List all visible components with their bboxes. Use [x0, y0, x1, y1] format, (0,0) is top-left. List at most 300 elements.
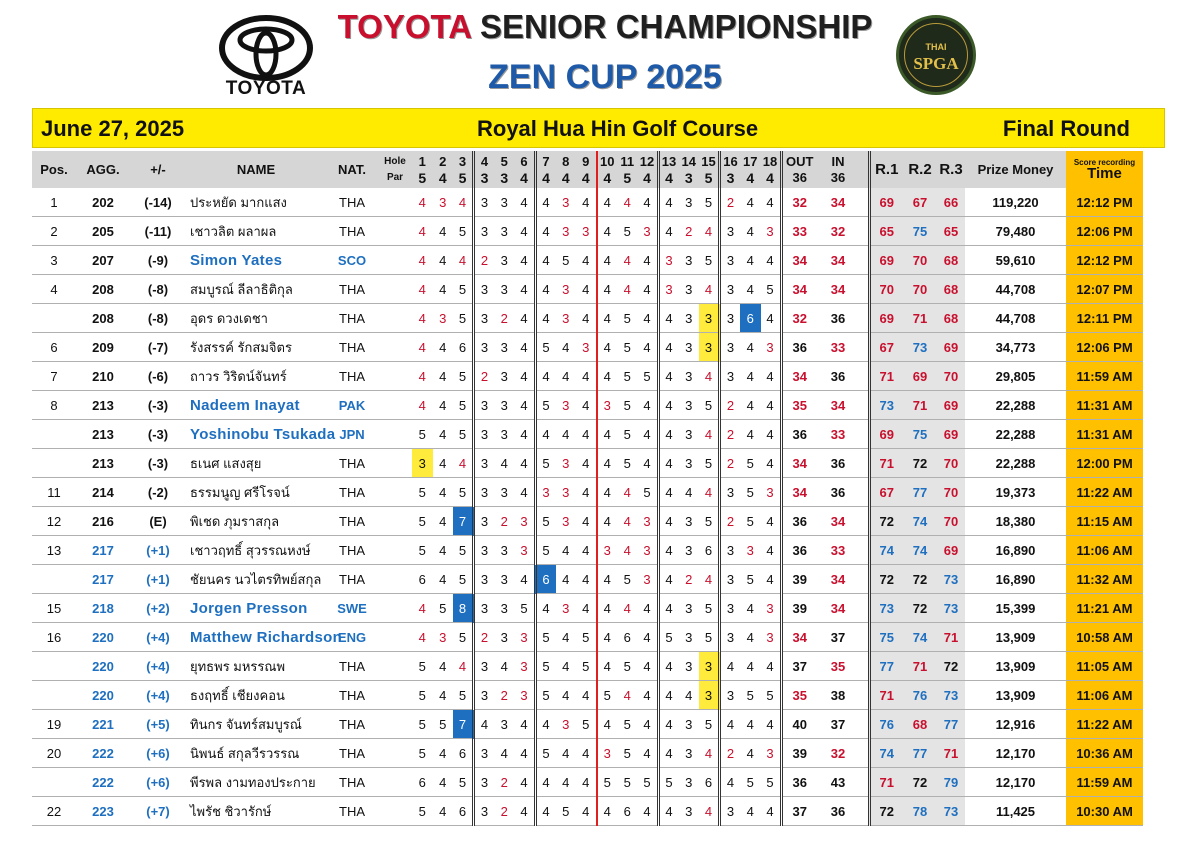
hole-score: 4 — [562, 687, 570, 703]
table-row[interactable] — [32, 246, 1143, 275]
nationality: SCO — [337, 252, 367, 268]
hole-score: 4 — [582, 252, 590, 268]
hole-score: 4 — [766, 194, 774, 210]
score-spacer — [859, 797, 869, 826]
in-score: 34 — [830, 513, 846, 529]
round-r1: 76 — [869, 710, 903, 739]
hole-score: 5 — [418, 542, 426, 558]
hole-score: 3 — [562, 600, 570, 616]
hole-score: 5 — [704, 716, 713, 732]
plus-minus: (+4) — [146, 687, 170, 703]
hole-score: 5 — [418, 716, 426, 732]
hole-score: 5 — [623, 223, 631, 239]
position: 22 — [46, 803, 62, 819]
hole-score: 4 — [439, 368, 447, 384]
hole-score: 4 — [766, 426, 774, 442]
hole-score: 3 — [685, 455, 693, 471]
hole-score: 7 — [453, 507, 474, 536]
hole-score: 4 — [535, 275, 556, 304]
hole-score: 4 — [520, 397, 528, 413]
prize-money: 13,909 — [995, 629, 1036, 645]
hole-score: 3 — [766, 223, 774, 239]
hole-score: 6 — [704, 774, 713, 790]
hole-score: 5 — [458, 426, 467, 442]
hole-score: 4 — [643, 426, 651, 442]
hole-score: 4 — [658, 333, 679, 362]
hole-score: 2 — [720, 739, 741, 768]
table-row[interactable] — [32, 652, 1143, 681]
hole-score: 4 — [439, 658, 447, 674]
event-subtitle: ZEN CUP 2025 — [488, 58, 722, 96]
hole-score: 5 — [766, 687, 774, 703]
hole-score: 4 — [562, 426, 570, 442]
out-score: 33 — [781, 217, 817, 246]
hole-score: 3 — [500, 223, 508, 239]
plus-minus: (-6) — [147, 368, 169, 384]
hole-score: 3 — [720, 478, 741, 507]
hole-score: 3 — [439, 310, 447, 326]
hole-par: 3 — [726, 169, 735, 186]
out-score: 32 — [781, 304, 817, 333]
table-row[interactable] — [32, 797, 1143, 826]
plus-minus: (+6) — [146, 774, 170, 790]
round-r2: 70 — [903, 275, 937, 304]
hole-score: 4 — [520, 223, 528, 239]
hole-score: 5 — [623, 397, 631, 413]
hole-score: 5 — [439, 716, 447, 732]
hole-score: 2 — [685, 223, 693, 239]
table-row[interactable] — [32, 710, 1143, 739]
hole-par: 4 — [665, 169, 673, 186]
hole-score: 3 — [720, 623, 741, 652]
position: 20 — [46, 745, 62, 761]
hole-score: 4 — [766, 455, 774, 471]
hole-score: 4 — [418, 339, 426, 355]
hole-score: 3 — [643, 513, 651, 529]
hole-score: 3 — [720, 797, 741, 826]
round-r1: 67 — [869, 333, 903, 362]
round-r2: 69 — [903, 362, 937, 391]
table-row[interactable] — [32, 275, 1143, 304]
player-name: ธเนศ แสงสุย — [190, 455, 262, 471]
position — [32, 681, 76, 710]
par-spacer — [378, 391, 412, 420]
hole-score: 4 — [597, 188, 618, 217]
col-hole-18 — [761, 151, 782, 188]
in-score: 36 — [830, 368, 846, 384]
hole-score: 4 — [439, 745, 447, 761]
hole-score: 4 — [746, 281, 754, 297]
recording-time: 12:06 PM — [1066, 333, 1143, 362]
hole-score: 4 — [582, 397, 590, 413]
col-name: NAME — [186, 151, 326, 188]
hole-score: 4 — [582, 513, 590, 529]
hole-score: 4 — [746, 223, 754, 239]
hole-score: 4 — [439, 397, 447, 413]
hole-number: 7 — [542, 153, 550, 169]
spga-logo — [896, 15, 976, 95]
col-spacer — [859, 151, 869, 188]
nationality: THA — [339, 745, 365, 761]
position: 2 — [50, 223, 58, 239]
table-row[interactable] — [32, 623, 1143, 652]
aggregate-score: 218 — [92, 600, 114, 616]
hole-score: 4 — [582, 455, 590, 471]
in-score: 32 — [830, 223, 846, 239]
table-row[interactable] — [32, 594, 1143, 623]
round-r3: 70 — [937, 362, 965, 391]
hole-score: 4 — [643, 194, 651, 210]
hole-score: 4 — [562, 339, 570, 355]
player-name: Matthew Richardson — [190, 628, 343, 646]
time-label-top: Score recording — [1073, 158, 1136, 167]
hole-score: 5 — [418, 803, 426, 819]
hole-score: 3 — [685, 397, 693, 413]
prize-money: 16,890 — [995, 571, 1036, 587]
hole-score: 3 — [685, 600, 693, 616]
hole-score: 5 — [535, 449, 556, 478]
hole-score: 3 — [766, 600, 774, 616]
table-row[interactable] — [32, 739, 1143, 768]
plus-minus: (-3) — [147, 455, 169, 471]
table-row[interactable] — [32, 507, 1143, 536]
out-score: 35 — [781, 391, 817, 420]
hole-score: 4 — [418, 368, 426, 384]
round-r2: 74 — [903, 536, 937, 565]
hole-par: 3 — [500, 169, 509, 186]
par-spacer — [378, 594, 412, 623]
hole-score: 3 — [520, 658, 528, 674]
score-spacer — [859, 681, 869, 710]
hole-score: 4 — [597, 623, 618, 652]
recording-time: 11:59 AM — [1066, 768, 1143, 797]
in-score: 38 — [830, 687, 846, 703]
hole-score: 3 — [746, 542, 754, 558]
position — [32, 768, 76, 797]
hole-score: 3 — [766, 629, 774, 645]
hole-score: 4 — [623, 600, 631, 616]
par-spacer — [378, 246, 412, 275]
hole-score: 4 — [704, 484, 713, 500]
hole-score: 2 — [720, 391, 741, 420]
hole-score: 4 — [500, 745, 508, 761]
hole-score: 3 — [562, 194, 570, 210]
score-spacer — [859, 710, 869, 739]
hole-score: 3 — [474, 594, 495, 623]
hole-score: 4 — [520, 745, 528, 761]
hole-score: 3 — [685, 252, 693, 268]
plus-minus: (-8) — [147, 310, 169, 326]
hole-score: 4 — [643, 629, 651, 645]
hole-score: 3 — [520, 513, 528, 529]
round-r3: 77 — [937, 710, 965, 739]
out-score: 32 — [781, 188, 817, 217]
hole-score: 4 — [658, 362, 679, 391]
hole-score: 3 — [500, 397, 508, 413]
nationality: THA — [339, 339, 365, 355]
hole-score: 4 — [746, 803, 754, 819]
out-score: 40 — [781, 710, 817, 739]
hole-score: 3 — [474, 420, 495, 449]
hole-score: 5 — [458, 368, 467, 384]
out-score: 39 — [781, 739, 817, 768]
par-spacer — [378, 217, 412, 246]
table-row[interactable] — [32, 188, 1143, 217]
hole-score: 4 — [597, 275, 618, 304]
col-hole-3 — [453, 151, 474, 188]
hole-score: 4 — [439, 426, 447, 442]
col-hole-14 — [679, 151, 700, 188]
hole-score: 3 — [685, 513, 693, 529]
hole-score: 4 — [704, 803, 713, 819]
hole-score: 4 — [418, 600, 426, 616]
hole-score: 4 — [582, 774, 590, 790]
round-r3: 70 — [937, 507, 965, 536]
hole-score: 4 — [418, 629, 426, 645]
hole-score: 5 — [766, 281, 774, 297]
hole-score: 4 — [746, 252, 754, 268]
nationality: SWE — [337, 600, 367, 616]
hole-score: 3 — [474, 333, 495, 362]
round-r1: 75 — [869, 623, 903, 652]
round-r3: 71 — [937, 739, 965, 768]
hole-score: 6 — [704, 542, 713, 558]
hole-score: 2 — [500, 513, 508, 529]
table-row[interactable] — [32, 536, 1143, 565]
table-row[interactable] — [32, 449, 1143, 478]
hole-score: 5 — [704, 194, 713, 210]
player-name: Nadeem Inayat — [190, 396, 300, 414]
hole-score: 3 — [685, 803, 693, 819]
prize-money: 59,610 — [995, 252, 1036, 268]
round-r3: 65 — [937, 217, 965, 246]
position: 6 — [50, 339, 58, 355]
round-r1: 71 — [869, 449, 903, 478]
out-score: 34 — [781, 275, 817, 304]
hole-score: 4 — [643, 600, 651, 616]
col-out — [781, 151, 817, 188]
player-name: Jorgen Presson — [190, 599, 308, 617]
hole-score: 4 — [658, 304, 679, 333]
prize-money: 12,170 — [995, 745, 1036, 761]
nationality: THA — [339, 281, 365, 297]
hole-score: 3 — [562, 716, 570, 732]
round-r2: 73 — [903, 333, 937, 362]
hole-score: 3 — [597, 739, 618, 768]
in-label: IN — [831, 153, 845, 169]
hole-number: 9 — [582, 153, 590, 169]
table-row[interactable] — [32, 304, 1143, 333]
nationality: THA — [339, 194, 365, 210]
table-row[interactable] — [32, 217, 1143, 246]
hole-score: 4 — [766, 803, 774, 819]
hole-score: 5 — [418, 426, 426, 442]
hole-score: 3 — [439, 629, 447, 645]
hole-score: 4 — [562, 542, 570, 558]
hole-score: 5 — [418, 687, 426, 703]
prize-money: 44,708 — [995, 310, 1036, 326]
score-spacer — [859, 304, 869, 333]
hole-score: 3 — [474, 681, 495, 710]
hole-score: 4 — [597, 420, 618, 449]
col-hole-6 — [515, 151, 536, 188]
hole-score: 4 — [439, 774, 447, 790]
hole-score: 3 — [500, 629, 508, 645]
round-r2: 74 — [903, 623, 937, 652]
out-score: 36 — [781, 507, 817, 536]
hole-score: 3 — [474, 478, 495, 507]
nationality: THA — [339, 571, 365, 587]
table-row[interactable] — [32, 565, 1143, 594]
hole-score: 4 — [439, 571, 447, 587]
hole-score: 3 — [500, 339, 508, 355]
par-spacer — [378, 333, 412, 362]
hole-score: 4 — [704, 281, 713, 297]
hole-score: 4 — [623, 513, 631, 529]
hole-score: 2 — [720, 449, 741, 478]
recording-time: 11:32 AM — [1066, 565, 1143, 594]
round-r3: 79 — [937, 768, 965, 797]
round-r2: 75 — [903, 217, 937, 246]
hole-score: 4 — [623, 281, 631, 297]
hole-score: 4 — [746, 716, 754, 732]
out-label: OUT — [786, 153, 814, 169]
hole-number: 15 — [701, 153, 716, 169]
player-name: เชาวฤทธิ์ สุวรรณหงษ์ — [190, 542, 311, 558]
recording-time: 10:36 AM — [1066, 739, 1143, 768]
position — [32, 449, 76, 478]
round-r3: 70 — [937, 449, 965, 478]
hole-score: 5 — [623, 310, 631, 326]
plus-minus: (+1) — [146, 571, 170, 587]
position: 11 — [47, 484, 61, 500]
recording-time: 11:22 AM — [1066, 478, 1143, 507]
hole-number: 10 — [600, 153, 615, 169]
out-par: 36 — [792, 169, 807, 185]
hole-score: 5 — [746, 484, 754, 500]
round-r1: 72 — [869, 565, 903, 594]
hole-score: 2 — [720, 188, 741, 217]
table-row[interactable] — [32, 362, 1143, 391]
hole-score: 3 — [474, 797, 495, 826]
in-score: 33 — [830, 426, 846, 442]
hole-score: 5 — [746, 687, 754, 703]
hole-score: 4 — [535, 710, 556, 739]
table-row[interactable] — [32, 391, 1143, 420]
round-r1: 65 — [869, 217, 903, 246]
hole-score: 5 — [458, 281, 467, 297]
hole-score: 3 — [685, 745, 693, 761]
par-spacer — [378, 275, 412, 304]
hole-score: 4 — [643, 455, 651, 471]
hole-score: 3 — [685, 368, 693, 384]
hole-score: 5 — [458, 310, 467, 326]
hole-number: 1 — [418, 153, 426, 169]
round-r1: 74 — [869, 536, 903, 565]
prize-money: 29,805 — [995, 368, 1036, 384]
hole-score: 4 — [623, 542, 631, 558]
hole-score: 4 — [520, 194, 528, 210]
score-spacer — [859, 652, 869, 681]
nationality: THA — [339, 803, 365, 819]
hole-score: 4 — [658, 449, 679, 478]
prize-money: 22,288 — [995, 397, 1036, 413]
position: 4 — [50, 281, 58, 297]
info-bar — [32, 108, 1165, 148]
col-hole-12 — [638, 151, 659, 188]
plus-minus: (+2) — [146, 600, 170, 616]
hole-score: 3 — [562, 513, 570, 529]
hole-score: 3 — [720, 536, 741, 565]
hole-score: 3 — [520, 629, 528, 645]
table-row[interactable] — [32, 478, 1143, 507]
hole-score: 3 — [643, 542, 651, 558]
nationality: THA — [339, 658, 365, 674]
hole-score: 3 — [658, 246, 679, 275]
hole-score: 5 — [418, 658, 426, 674]
hole-score: 3 — [500, 600, 508, 616]
hole-score: 4 — [704, 745, 713, 761]
hole-score: 5 — [643, 484, 651, 500]
hole-score: 5 — [623, 339, 631, 355]
hole-score: 3 — [685, 426, 693, 442]
hole-score: 3 — [699, 681, 720, 710]
hole-score: 4 — [597, 478, 618, 507]
hole-par: 5 — [458, 169, 467, 186]
hole-score: 5 — [562, 803, 570, 819]
round-r3: 71 — [937, 623, 965, 652]
hole-score: 2 — [474, 623, 495, 652]
player-name: อุดร ดวงเดชา — [190, 310, 268, 326]
player-name: ยุทธพร มหรรณพ — [190, 658, 286, 674]
hole-score: 6 — [418, 774, 426, 790]
player-name: ทินกร จันทร์สมบูรณ์ — [190, 716, 302, 732]
hole-score: 4 — [658, 217, 679, 246]
hole-score: 3 — [562, 310, 570, 326]
out-score: 34 — [781, 246, 817, 275]
hole-score: 4 — [439, 252, 447, 268]
hole-score: 4 — [520, 484, 528, 500]
hole-score: 4 — [643, 252, 651, 268]
table-row[interactable] — [32, 420, 1143, 449]
round-r2: 67 — [903, 188, 937, 217]
prize-money: 22,288 — [995, 455, 1036, 471]
score-spacer — [859, 594, 869, 623]
hole-score: 3 — [520, 542, 528, 558]
hole-score: 4 — [643, 310, 651, 326]
par-spacer — [378, 449, 412, 478]
hole-score: 4 — [458, 252, 467, 268]
table-row[interactable] — [32, 681, 1143, 710]
round-r1: 70 — [869, 275, 903, 304]
hole-score: 3 — [500, 281, 508, 297]
hole-score: 4 — [597, 507, 618, 536]
in-score: 34 — [830, 600, 846, 616]
hole-score: 4 — [520, 252, 528, 268]
plus-minus: (-8) — [147, 281, 169, 297]
table-row[interactable] — [32, 768, 1143, 797]
plus-minus: (E) — [149, 513, 167, 529]
round-r3: 72 — [937, 652, 965, 681]
hole-score: 3 — [474, 391, 495, 420]
round-r2: 68 — [903, 710, 937, 739]
nationality: THA — [339, 774, 365, 790]
hole-score: 4 — [658, 594, 679, 623]
round-r3: 69 — [937, 536, 965, 565]
hole-number: 17 — [743, 153, 758, 169]
table-row[interactable] — [32, 333, 1143, 362]
round-r1: 73 — [869, 594, 903, 623]
